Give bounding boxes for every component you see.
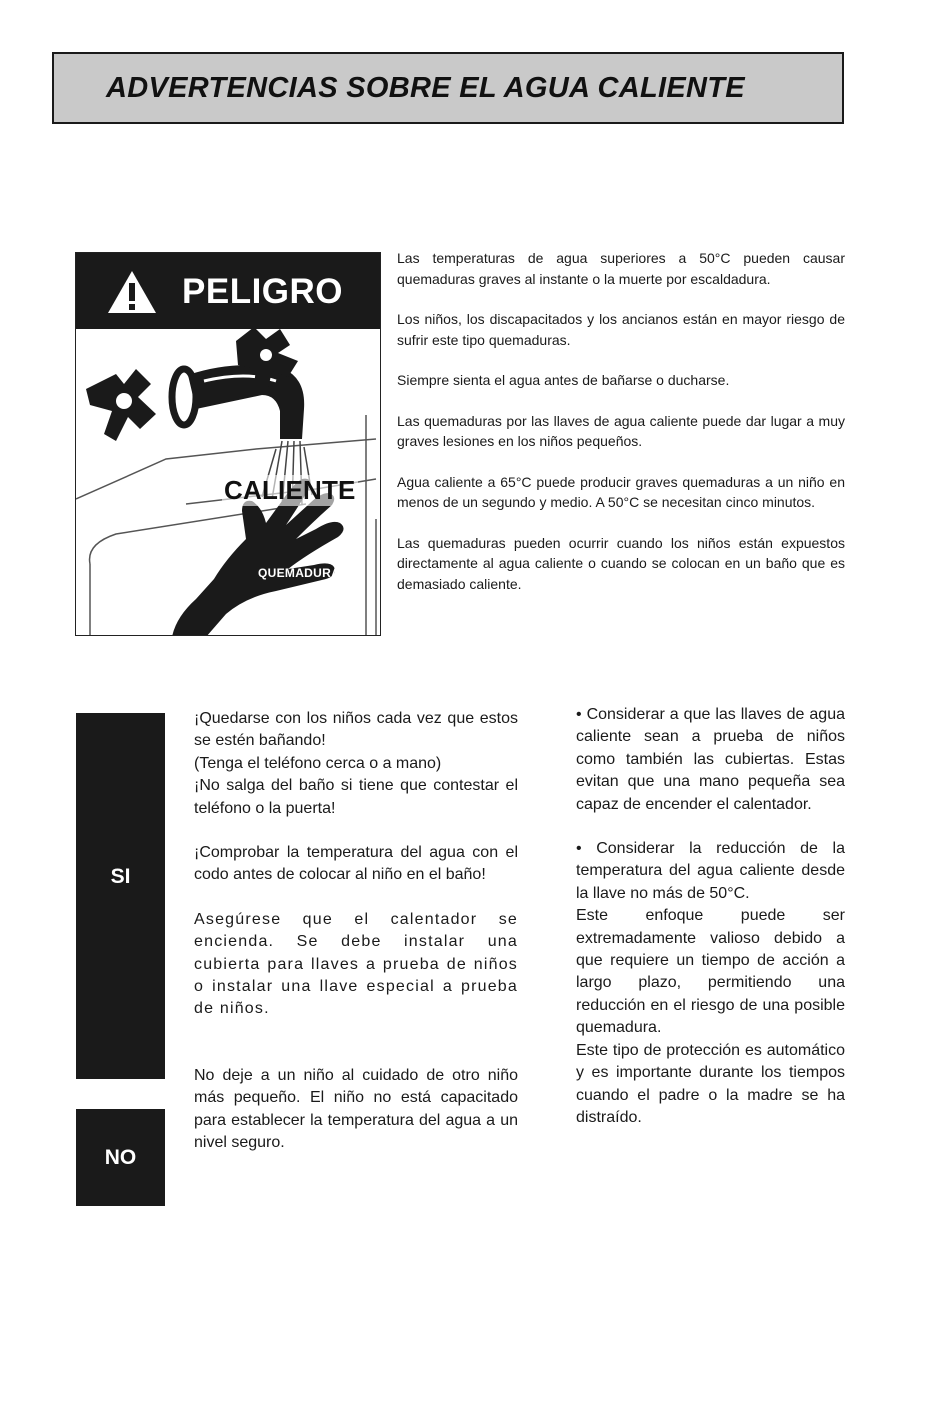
no-label: NO — [104, 1146, 137, 1169]
page-title: ADVERTENCIAS SOBRE EL AGUA CALIENTE — [106, 72, 745, 104]
hot-label: CALIENTE — [224, 475, 356, 505]
sign-heading: PELIGRO — [182, 272, 344, 311]
recommendation: Este enfoque puede ser extremadamente valioso debido a que requiere un tiempo de acción a largo plazo, permitiendo una reducción en el riesgo de una posible quemadura. — [576, 907, 845, 1037]
warning-paragraphs — [397, 248, 845, 614]
warning-triangle-icon — [106, 269, 158, 315]
si-item: Asegúrese que el calentador se encienda. Se debe instalar una cubierta para llaves a prueba de niños o instalar una llave especial a prueba de niños. — [194, 910, 518, 1018]
si-item: ¡Quedarse con los niños cada vez que estos se estén bañando! — [194, 710, 518, 750]
si-block — [76, 713, 165, 1079]
warning-paragraph: Los niños, los discapacitados y los ancianos están en mayor riesgo de sufrir este tipo quemaduras. — [397, 311, 845, 348]
si-label: SI — [110, 865, 131, 888]
si-item: ¡Comprobar la temperatura del agua con el codo antes de colocar al niño en el baño! — [194, 844, 518, 884]
no-block — [76, 1109, 165, 1206]
recommendations-column — [576, 704, 845, 1129]
sign-header — [76, 253, 380, 329]
burn-label: QUEMADURA — [258, 566, 341, 580]
warning-paragraph: Las quemaduras pueden ocurrir cuando los niños están expuestos directamente al agua caliente o cuando se colocan en un baño que es demasiado caliente. — [397, 534, 845, 592]
no-text: No deje a un niño al cuidado de otro niño más pequeño. El niño no está capacitado para establecer la temperatura del agua a un nivel seguro. — [194, 1066, 518, 1152]
si-no-column — [194, 708, 518, 1155]
si-item: (Tenga el teléfono cerca o a mano) — [194, 754, 442, 772]
warning-paragraph: Siempre sienta el agua antes de bañarse o ducharse. — [397, 372, 730, 388]
recommendation: • Considerar la reducción de la temperatura del agua caliente desde la llave no más de 50°C. — [576, 840, 845, 902]
title-banner — [52, 52, 844, 124]
si-item: ¡No salga del baño si tiene que contestar el teléfono o la puerta! — [194, 777, 518, 817]
recommendation: • Considerar a que las llaves de agua caliente sean a prueba de niños como también las cubiertas. Estas evitan que una mano pequeña sea capaz de encender el calentador. — [576, 706, 845, 813]
warning-paragraph: Las temperaturas de agua superiores a 50°C pueden causar quemaduras graves al instante o la muerte por escaldadura. — [397, 250, 845, 287]
danger-sign — [75, 252, 381, 636]
warning-paragraph: Agua caliente a 65°C puede producir graves quemaduras a un niño en menos de un segundo y medio. A 50°C se necesitan cinco minutos. — [397, 473, 845, 510]
warning-paragraph: Las quemaduras por las llaves de agua caliente puede dar lugar a muy graves lesiones en los niños pequeños. — [397, 412, 845, 449]
recommendation: Este tipo de protección es automático y es importante durante los tiempos cuando el padre o la madre se ha distraído. — [576, 1041, 845, 1126]
